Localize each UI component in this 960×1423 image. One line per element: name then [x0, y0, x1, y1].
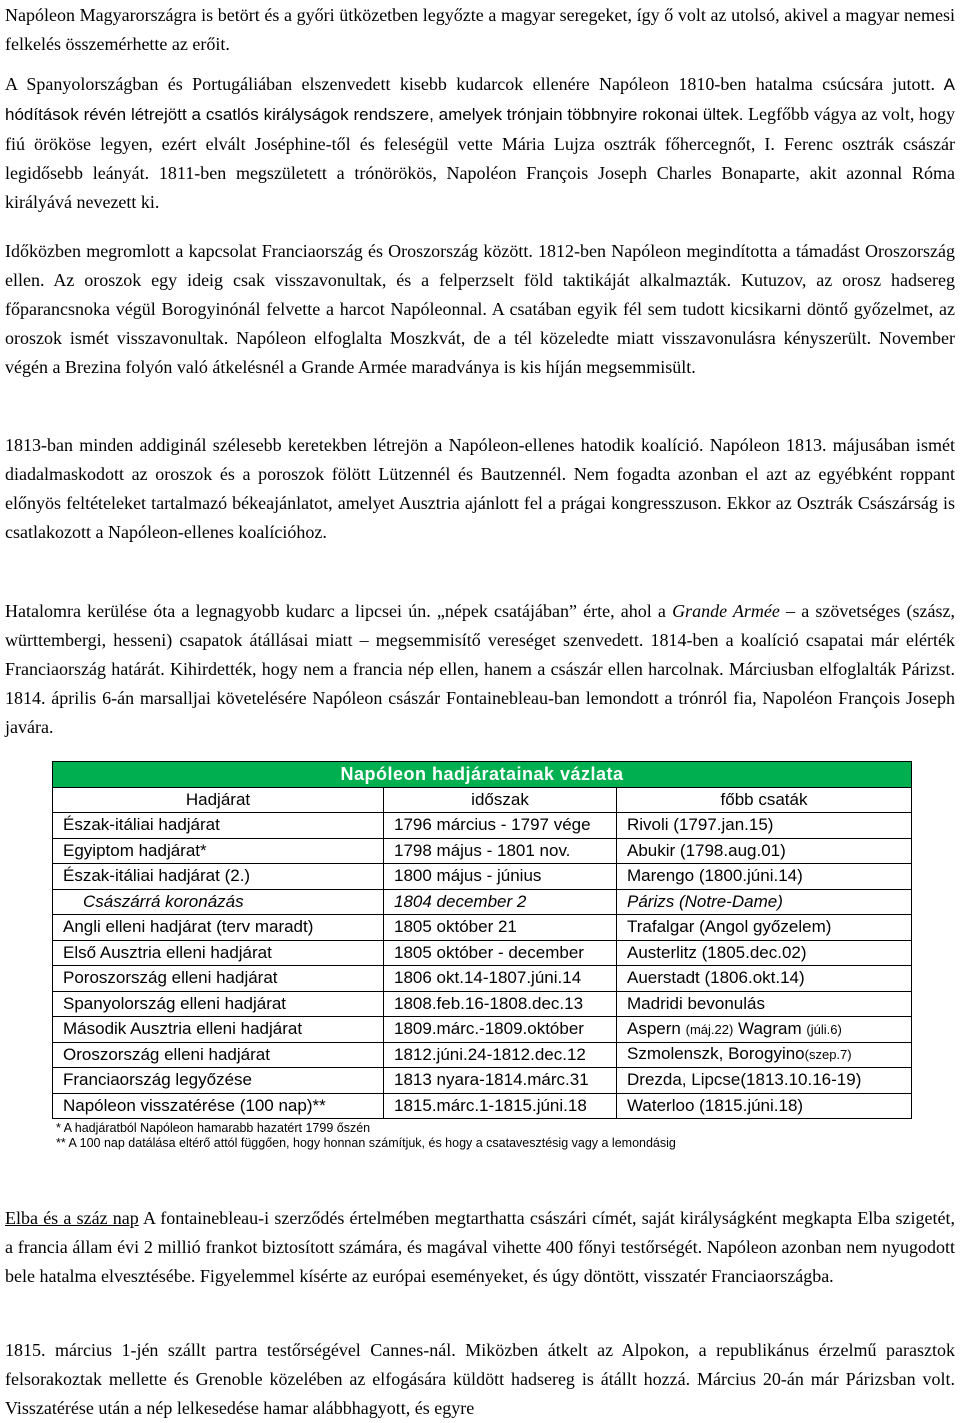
table-cell: Császárrá koronázás — [53, 889, 384, 915]
table-cell: Spanyolország elleni hadjárat — [53, 991, 384, 1017]
table-cell: Napóleon visszatérése (100 nap)** — [53, 1093, 384, 1119]
table-cell: 1805 október - december — [384, 940, 617, 966]
column-header: időszak — [384, 787, 617, 813]
paragraph-3 — [5, 237, 955, 382]
table-cell: 1804 december 2 — [384, 889, 617, 915]
table-row — [53, 1093, 912, 1119]
paragraph-text: Napóleon Magyarországra is betört és a győri ütközetben legyőzte a magyar seregeket, így ő volt az utolsó, akivel a magyar nemesi felkelés összemérhette az erőit. — [5, 5, 955, 54]
section-heading-link[interactable]: Elba és a száz nap — [5, 1208, 139, 1228]
cell-text: Szmolenszk, Borogyino — [627, 1044, 805, 1064]
table-row — [53, 966, 912, 992]
table-cell: 1805 október 21 — [384, 915, 617, 941]
table-cell: 1806 okt.14-1807.júni.14 — [384, 966, 617, 992]
table-cell: Első Ausztria elleni hadjárat — [53, 940, 384, 966]
table-cell: Waterloo (1815.júni.18) — [617, 1093, 912, 1119]
paragraph-text: Hatalomra kerülése óta a legnagyobb kudarc a lipcsei ún. „népek csatájában” érte, ahol a — [5, 601, 673, 621]
table-cell: Angli elleni hadjárat (terv maradt) — [53, 915, 384, 941]
table-row — [53, 813, 912, 839]
cell-small-text: (júli.6) — [806, 1021, 842, 1037]
paragraph-text: 1813-ban minden addiginál szélesebb keretekben létrejön a Napóleon-ellenes hatodik koalíció. Napóleon 1813. májusában ismét diadalmaskodott az oroszok és a poroszok fölött Lützennél és Bautzennél. Nem fogadta azonban el azt az egyébként roppant előnyös feltételeket tartalmazó békeajánlatot, amelyet Ausztria ajánlott fel a prágai kongresszuson. Ekkor az Osztrák Császárság is csatlakozott a Napóleon-ellenes koalícióhoz. — [5, 435, 955, 542]
table-cell: 1798 május - 1801 nov. — [384, 838, 617, 864]
table-cell: Észak-itáliai hadjárat — [53, 813, 384, 839]
table-cell: Madridi bevonulás — [617, 991, 912, 1017]
table-row — [53, 1068, 912, 1094]
column-header: főbb csaták — [617, 787, 912, 813]
table-cell: Franciaország legyőzése — [53, 1068, 384, 1094]
paragraph-text: Legfőbb vágya az volt, hogy fiú örököse legyen, ezért elvált Joséphine-től és feleségül vette Mária Lujza osztrák főhercegnőt, I. Ferenc osztrák császár legidősebb leányát. 1811-ben megszületett a trónörökös, Napoléon François Joseph Charles Bonaparte, akit azonnal Róma királyává nevezett ki. — [5, 103, 956, 212]
paragraph-4 — [5, 431, 955, 547]
footnote: * A hadjáratból Napóleon hamarabb hazatért 1799 őszén — [56, 1121, 371, 1135]
table-row — [53, 864, 912, 890]
cell-small-text: (szep.7) — [804, 1047, 852, 1063]
table-row — [53, 991, 912, 1017]
table-cell: Abukir (1798.aug.01) — [617, 838, 912, 864]
table-cell: 1809.márc.-1809.október — [384, 1017, 617, 1043]
table-title: Napóleon hadjáratainak vázlata — [53, 762, 912, 788]
paragraph-6 — [5, 1204, 955, 1291]
table-cell: 1808.feb.16-1808.dec.13 — [384, 991, 617, 1017]
table-cell: 1815.márc.1-1815.júni.18 — [384, 1093, 617, 1119]
table-cell: 1812.júni.24-1812.dec.12 — [384, 1042, 617, 1068]
italic-term: Grande Armée — [672, 601, 780, 621]
paragraph-text: A fontainebleau-i szerződés értelmében megtarthatta császári címét, saját királyságként megkapta Elba szigetét, a francia állam évi 2 millió frankot biztosított számára, és magával vihette 400 főnyi testőrségét. Napóleon azonban nem nyugodott bele hatalma elvesztésébe. Figyelemmel kísérte az európai eseményeket, és úgy döntött, visszatér Franciaországba. — [5, 1208, 955, 1286]
table-row — [53, 940, 912, 966]
table-cell: Egyiptom hadjárat* — [53, 838, 384, 864]
table-header-row — [53, 787, 912, 813]
cell-small-text: (máj.22) — [685, 1021, 734, 1037]
table-row — [53, 915, 912, 941]
paragraph-text: 1815. március 1-jén szállt partra testőrségével Cannes-nál. Miközben átkelt az Alpokon, a republikánus érzelmű parasztok felsorakoztak mellette és Grenoble közelében az elfogására küldött hadsereg is átállt hozzá. Március 20-án már Párizsban volt. Visszatérése után a nép lelkesedése hamar alábbhagyott, és egyre — [5, 1340, 955, 1418]
table-cell: Drezda, Lipcse(1813.10.16-19) — [617, 1068, 912, 1094]
table-cell: Oroszország elleni hadjárat — [53, 1042, 384, 1068]
cell-text: Aspern — [627, 1018, 681, 1038]
table-row — [53, 1042, 912, 1068]
paragraph-text: Időközben megromlott a kapcsolat Franciaország és Oroszország között. 1812-ben Napóleon megindította a támadást Oroszország ellen. Az oroszok egy ideig csak visszavonultak, és a felperzselt föld taktikáját alkalmazták. Kutuzov, az orosz hadsereg főparancsnoka végül Borogyinónál felvette a harcot Napóleonnal. A csatában egyik fél sem tudott kicsikarni döntő győzelmet, az oroszok ismét visszavonultak. Napóleon elfoglalta Moszkvát, de a tél közeledte miatt visszavonulásra kényszerült. November végén a Brezina folyón való átkelésnél a Grande Armée maradványa is kis híján megsemmisült. — [5, 241, 955, 377]
table-cell: Poroszország elleni hadjárat — [53, 966, 384, 992]
table-footnotes — [52, 1121, 911, 1150]
cell-text: Wagram — [738, 1018, 802, 1038]
table-cell: Auerstadt (1806.okt.14) — [617, 966, 912, 992]
paragraph-text: A Spanyolországban és Portugáliában elszenvedett kisebb kudarcok ellenére Napóleon 1810-ben hatalma csúcsára jutott. — [5, 74, 935, 94]
table-cell: Második Ausztria elleni hadjárat — [53, 1017, 384, 1043]
table-row — [53, 1017, 912, 1043]
column-header: Hadjárat — [53, 787, 384, 813]
paragraph-5 — [5, 597, 955, 742]
footnote: ** A 100 nap datálása eltérő attól függően, hogy honnan számítjuk, és hogy a csatavesztésig vagy a lemondásig — [56, 1135, 676, 1150]
table-cell: Észak-itáliai hadjárat (2.) — [53, 864, 384, 890]
paragraph-2 — [5, 70, 955, 217]
table-title-row — [53, 762, 912, 788]
table-cell: 1796 március - 1797 vége — [384, 813, 617, 839]
table-cell: Rivoli (1797.jan.15) — [617, 813, 912, 839]
table-row — [53, 838, 912, 864]
table-cell: Trafalgar (Angol győzelem) — [617, 915, 912, 941]
paragraph-1 — [5, 1, 955, 59]
table-cell-composite — [617, 1017, 912, 1043]
table-cell: Marengo (1800.júni.14) — [617, 864, 912, 890]
table-row — [53, 889, 912, 915]
campaigns-table-image — [52, 761, 911, 1150]
table-cell: 1800 május - június — [384, 864, 617, 890]
paragraph-7 — [5, 1336, 955, 1423]
table-cell: Párizs (Notre-Dame) — [617, 889, 912, 915]
table-cell: Austerlitz (1805.dec.02) — [617, 940, 912, 966]
table-cell-composite — [617, 1042, 912, 1068]
paragraph-text-sans: A hódítások révén létrejött a csatlós királyságok rendszere, amelyek trónjain többnyire rokonai ültek. — [5, 75, 956, 124]
paragraph-text: – a szövetséges (szász, württembergi, hesseni) csapatok átállásai miatt – megsemmisítő vereséget szenvedett. 1814-ben a koalíció csapatai már elérték Franciaország határát. Kihirdették, hogy nem a francia nép ellen, hanem a császár ellen harcolnak. Márciusban elfoglalták Párizst. 1814. április 6-án marsalljai követelésére Napóleon császár Fontainebleau-ban lemondott a trónról fia, Napoléon François Joseph javára. — [5, 601, 955, 737]
table-cell: 1813 nyara-1814.márc.31 — [384, 1068, 617, 1094]
campaigns-table — [52, 761, 912, 1119]
